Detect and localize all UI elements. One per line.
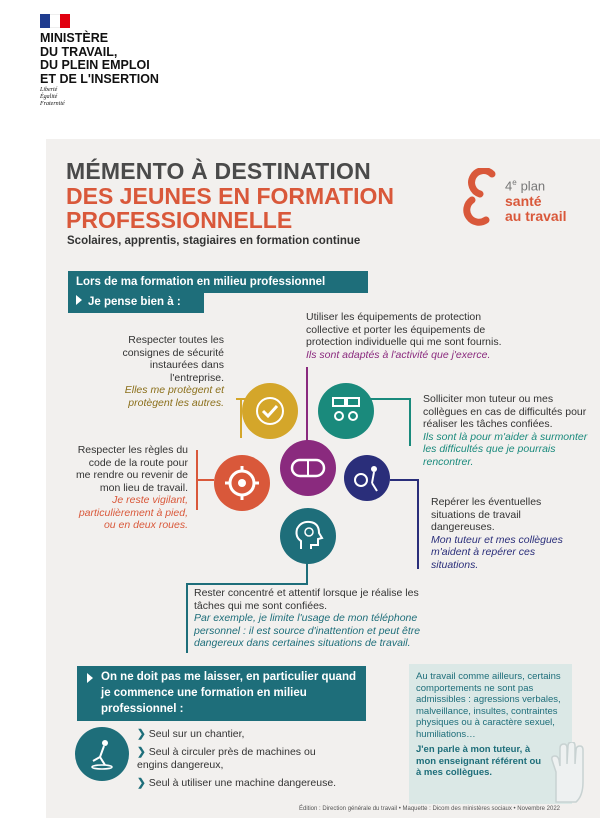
focus-circle	[280, 508, 336, 564]
list-item: ❯ Seul sur un chantier,	[137, 728, 245, 740]
page-title-highlight: DES JEUNES EN FORMATION PROFESSIONNELLE	[66, 183, 394, 233]
connector-focus-h	[186, 583, 308, 585]
safety-rules-circle	[242, 383, 298, 439]
arrow-icon	[87, 673, 93, 683]
footer-credits: Édition : Direction générale du travail • Maquette : Dicom des ministères sociaux • Novembre 2022	[299, 806, 560, 812]
head-brain-icon	[291, 519, 325, 553]
item-focus: Rester concentré et attentif lorsque je réalise les tâches qui me sont confiées. Par exemple, je limite l'usage de mon téléphone personnel : il est source d'inattention et peut être dangereux dans certaines situations de travail.	[194, 587, 421, 649]
safety-goggles-icon	[290, 456, 326, 480]
hazard-worker-icon	[352, 463, 382, 493]
french-flag-logo	[40, 14, 70, 28]
connector-focus-v	[186, 583, 188, 653]
danger-circle	[344, 455, 390, 501]
not-alone-list	[137, 728, 347, 790]
road-circle	[214, 455, 270, 511]
stop-hand-icon	[542, 742, 592, 804]
page-title: MÉMENTO À DESTINATION	[66, 158, 371, 184]
ministry-name: MINISTÈRE DU TRAVAIL, DU PLEIN EMPLOI ET DE L'INSERTION	[40, 31, 159, 86]
page-subtitle: Scolaires, apprentis, stagiaires en formation continue	[67, 235, 361, 247]
connector-help-v	[409, 398, 411, 446]
item-safety-rules: Respecter toutes les consignes de sécurité instaurées dans l'entreprise. Elles me protègent et protègent les autres.	[122, 334, 224, 409]
connector-help	[370, 398, 410, 400]
section-banner-je-pense: Je pense bien à :	[68, 291, 204, 313]
connector-ppe	[306, 367, 308, 442]
check-badge-icon	[253, 394, 287, 428]
plan-sante-label: 4e plan santé au travail	[505, 178, 567, 224]
item-help: Solliciter mon tuteur ou mes collègues en cas de difficultés pour réaliser les tâches confiées. Ils sont là pour m'aider à surmonter les difficultés que je pourrais rencontrer.	[423, 393, 588, 468]
list-item: ❯ Seul à circuler près de machines ou engins dangereux,	[137, 746, 316, 771]
plan-sante-logo-icon	[462, 168, 502, 226]
ppe-circle	[280, 440, 336, 496]
item-road: Respecter les règles du code de la route pour me rendre ou revenir de mon lieu de travail. Je reste vigilant, particulièrement à pied, ou en deux roues.	[75, 444, 188, 531]
info-box-text: Au travail comme ailleurs, certains comportements ne sont pas admissibles : agressions verbales, malveillance, insultes, contraintes physiques ou à caractère sexuel, humiliations…	[416, 671, 561, 740]
connector-road-h	[196, 479, 214, 481]
list-item: ❯ Seul à utiliser une machine dangereuse.	[137, 777, 337, 789]
section-banner-not-alone: On ne doit pas me laisser, en particulier quand je commence une formation en milieu professionnel :	[77, 666, 366, 721]
connector-danger	[390, 479, 418, 481]
falling-worker-icon	[85, 737, 119, 771]
info-box-emphasis: J'en parle à mon tuteur, à mon enseignant référent ou à mes collègues.	[416, 744, 542, 778]
help-circle	[318, 383, 374, 439]
people-chat-icon	[329, 394, 363, 428]
republic-motto: Liberté Égalité Fraternité	[40, 87, 65, 107]
roundabout-icon	[225, 466, 259, 500]
connector-focus	[306, 562, 308, 584]
section-banner-formation: Lors de ma formation en milieu professionnel	[68, 271, 368, 293]
alone-worker-circle	[75, 727, 129, 781]
item-ppe: Utiliser les équipements de protection collective et porter les équipements de protection individuelle qui me sont fournis. Ils sont adaptés à l'activité que j'exerce.	[306, 311, 502, 361]
item-danger: Repérer les éventuelles situations de travail dangereuses. Mon tuteur et mes collègues m'aident à repérer ces situations.	[431, 496, 563, 571]
arrow-icon	[76, 295, 82, 305]
connector-danger-v	[417, 479, 419, 569]
